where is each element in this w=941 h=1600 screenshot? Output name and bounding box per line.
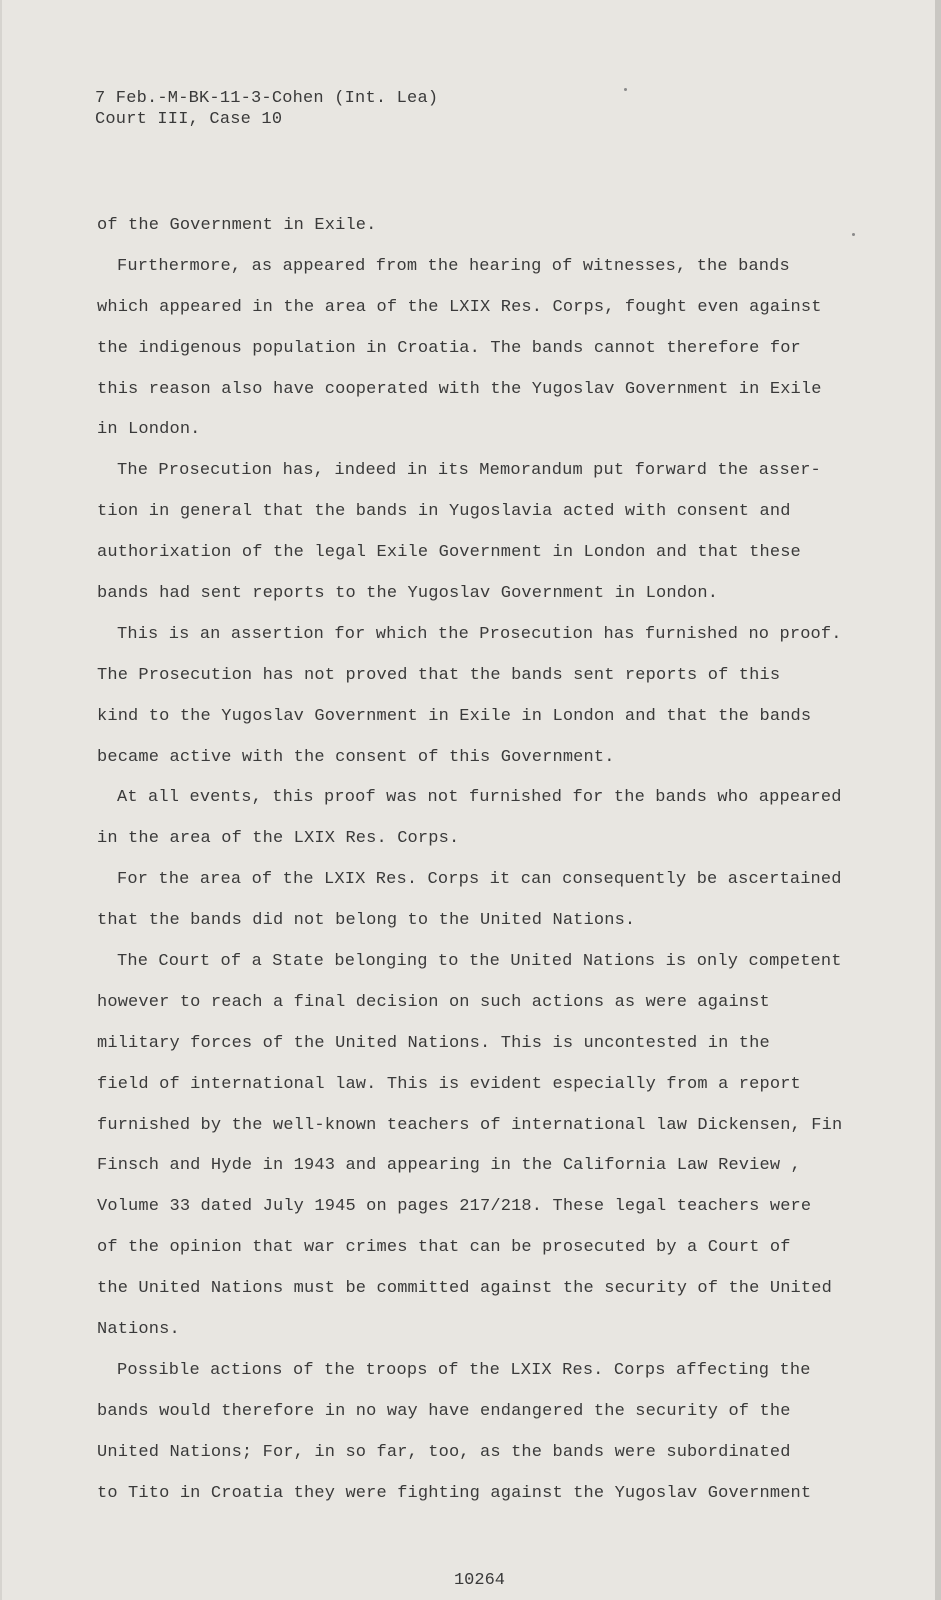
text-line: At all events, this proof was not furnished for the bands who appeared <box>117 788 842 808</box>
paper-speck <box>624 88 627 91</box>
text-line: The Prosecution has, indeed in its Memorandum put forward the asser- <box>117 461 821 481</box>
paragraph <box>97 860 897 942</box>
paragraph <box>97 615 897 779</box>
page-edge-left <box>0 0 2 1600</box>
text-line: Nations. <box>97 1320 180 1340</box>
text-line: United Nations; For, in so far, too, as the bands were subordinated <box>97 1442 791 1462</box>
text-line: Volume 33 dated July 1945 on pages 217/218. These legal teachers were <box>97 1197 812 1217</box>
text-line: the indigenous population in Croatia. The bands cannot therefore for <box>97 338 801 358</box>
document-header <box>95 88 438 130</box>
text-line: which appeared in the area of the LXIX Res. Corps, fought even against <box>97 297 822 317</box>
text-line: Finsch and Hyde in 1943 and appearing in the California Law Review , <box>97 1156 801 1176</box>
paragraph <box>97 778 897 860</box>
text-line: of the opinion that war crimes that can be prosecuted by a Court of <box>97 1238 791 1258</box>
document-body <box>97 206 897 1515</box>
text-line: This is an assertion for which the Prosecution has furnished no proof. <box>117 624 842 644</box>
page-number: 10264 <box>453 1571 505 1590</box>
text-line: that the bands did not belong to the United Nations. <box>97 911 636 931</box>
text-line: the United Nations must be committed against the security of the United <box>97 1279 832 1299</box>
text-line: Possible actions of the troops of the LXIX Res. Corps affecting the <box>117 1360 811 1380</box>
text-line: this reason also have cooperated with the Yugoslav Government in Exile <box>97 379 822 399</box>
paragraph <box>97 247 897 451</box>
paragraph <box>97 451 897 615</box>
page-edge-right <box>935 0 941 1600</box>
text-line: in the area of the LXIX Res. Corps. <box>97 829 460 849</box>
text-line: The Court of a State belonging to the United Nations is only competent <box>117 952 842 972</box>
text-line: in London. <box>97 420 201 440</box>
paragraph <box>97 206 897 247</box>
text-line: military forces of the United Nations. This is uncontested in the <box>97 1033 770 1053</box>
text-line: bands had sent reports to the Yugoslav Government in London. <box>97 584 719 604</box>
text-line: to Tito in Croatia they were fighting against the Yugoslav Government <box>97 1483 812 1503</box>
text-line: became active with the consent of this Government. <box>97 747 615 767</box>
text-line: Furthermore, as appeared from the hearing of witnesses, the bands <box>117 256 790 276</box>
text-line: furnished by the well-known teachers of international law Dickensen, Fin <box>97 1115 843 1135</box>
text-line: tion in general that the bands in Yugoslavia acted with consent and <box>97 502 791 522</box>
text-line: authorixation of the legal Exile Government in London and that these <box>97 543 801 563</box>
text-line: of the Government in Exile. <box>97 216 377 235</box>
header-line-2: Court III, Case 10 <box>95 110 283 129</box>
text-line: The Prosecution has not proved that the bands sent reports of this <box>97 665 781 685</box>
paragraph <box>97 942 897 1351</box>
text-line: kind to the Yugoslav Government in Exile in London and that the bands <box>97 706 812 726</box>
text-line: field of international law. This is evident especially from a report <box>97 1074 801 1094</box>
header-line-1: 7 Feb.-M-BK-11-3-Cohen (Int. Lea) <box>95 89 439 108</box>
text-line: bands would therefore in no way have endangered the security of the <box>97 1401 791 1421</box>
text-line: however to reach a final decision on such actions as were against <box>97 992 770 1012</box>
text-line: For the area of the LXIX Res. Corps it can consequently be ascertained <box>117 870 842 890</box>
paragraph <box>97 1351 897 1515</box>
paper-speck <box>852 233 855 236</box>
